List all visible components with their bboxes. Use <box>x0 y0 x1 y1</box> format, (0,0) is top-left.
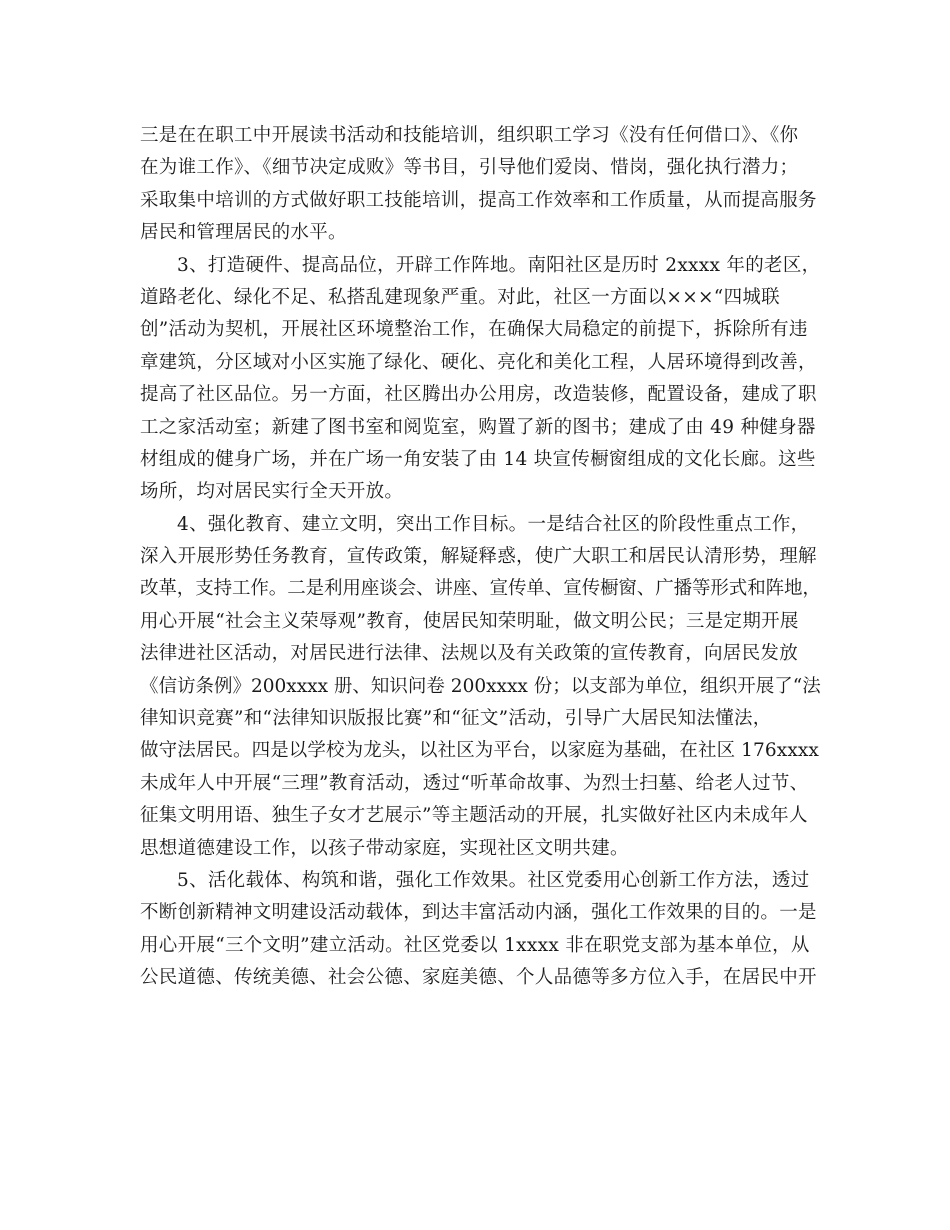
text-line: 思想道德建设工作，以孩子带动家庭，实现社区文明共建。 <box>140 837 629 859</box>
text-line: 未成年人中开展“三理”教育活动，透过“听革命故事、为烈士扫墓、给老人过节、 <box>140 772 809 794</box>
text-line: 4、强化教育、建立文明，突出工作目标。一是结合社区的阶段性重点工作， <box>177 513 810 535</box>
text-line: 用心开展“三个文明”建立活动。社区党委以 1xxxx 非在职党支部为基本单位，从 <box>140 934 810 956</box>
text-line: 提高了社区品位。另一方面，社区腾出办公用房，改造装修，配置设备，建成了职 <box>140 384 817 406</box>
text-line: 不断创新精神文明建设活动载体，到达丰富活动内涵，强化工作效果的目的。一是 <box>140 902 817 924</box>
text-line: 深入开展形势任务教育，宣传政策，解疑释惑，使广大职工和居民认清形势，理解 <box>140 546 817 568</box>
text-line: 改革，支持工作。二是利用座谈会、讲座、宣传单、宣传橱窗、广播等形式和阵地， <box>140 578 821 600</box>
text-line: 材组成的健身广场，并在广场一角安装了由 14 块宣传橱窗组成的文化长廊。这些 <box>140 448 816 470</box>
body-text <box>140 120 820 995</box>
text-line: 章建筑，分区域对小区实施了绿化、硬化、亮化和美化工程，人居环境得到改善， <box>140 351 817 373</box>
text-line: 采取集中培训的方式做好职工技能培训，提高工作效率和工作质量，从而提高服务 <box>140 189 817 211</box>
text-line: 在为谁工作》、《细节决定成败》等书目，引导他们爱岗、惜岗，强化执行潜力； <box>140 157 799 179</box>
text-line: 用心开展“社会主义荣辱观”教育，使居民知荣明耻，做文明公民；三是定期开展 <box>140 610 799 632</box>
text-line: 工之家活动室；新建了图书室和阅览室，购置了新的图书；建成了由 49 种健身器 <box>140 416 816 438</box>
text-line: 公民道德、传统美德、社会公德、家庭美德、个人品德等多方位入手，在居民中开 <box>140 967 817 989</box>
text-line: 场所，均对居民实行全天开放。 <box>140 481 404 503</box>
text-line: 做守法居民。四是以学校为龙头，以社区为平台，以家庭为基础，在社区 176xxxx <box>140 740 819 762</box>
text-line: 3、打造硬件、提高品位，开辟工作阵地。南阳社区是历时 2xxxx 年的老区， <box>177 254 821 276</box>
text-line: 法律进社区活动，对居民进行法律、法规以及有关政策的宣传教育，向居民发放 <box>140 643 799 665</box>
text-line: 《信访条例》200xxxx 册、知识问卷 200xxxx 份；以支部为单位，组织开展了“法 <box>140 675 821 697</box>
text-line: 创”活动为契机，开展社区环境整治工作，在确保大局稳定的前提下，拆除所有违 <box>140 319 808 341</box>
text-line: 律知识竞赛”和“法律知识版报比赛”和“征文”活动，引导广大居民知法懂法， <box>140 708 772 730</box>
text-line: 三是在在职工中开展读书活动和技能培训，组织职工学习《没有任何借口》、《你 <box>140 125 799 146</box>
text-line: 道路老化、绿化不足、私搭乱建现象严重。对此，社区一方面以×××“四城联 <box>140 286 780 308</box>
text-line: 征集文明用语、独生子女才艺展示”等主题活动的开展，扎实做好社区内未成年人 <box>140 805 808 827</box>
text-line: 居民和管理居民的水平。 <box>140 222 347 244</box>
text-line: 5、活化载体、构筑和谐，强化工作效果。社区党委用心创新工作方法，透过 <box>177 869 810 891</box>
